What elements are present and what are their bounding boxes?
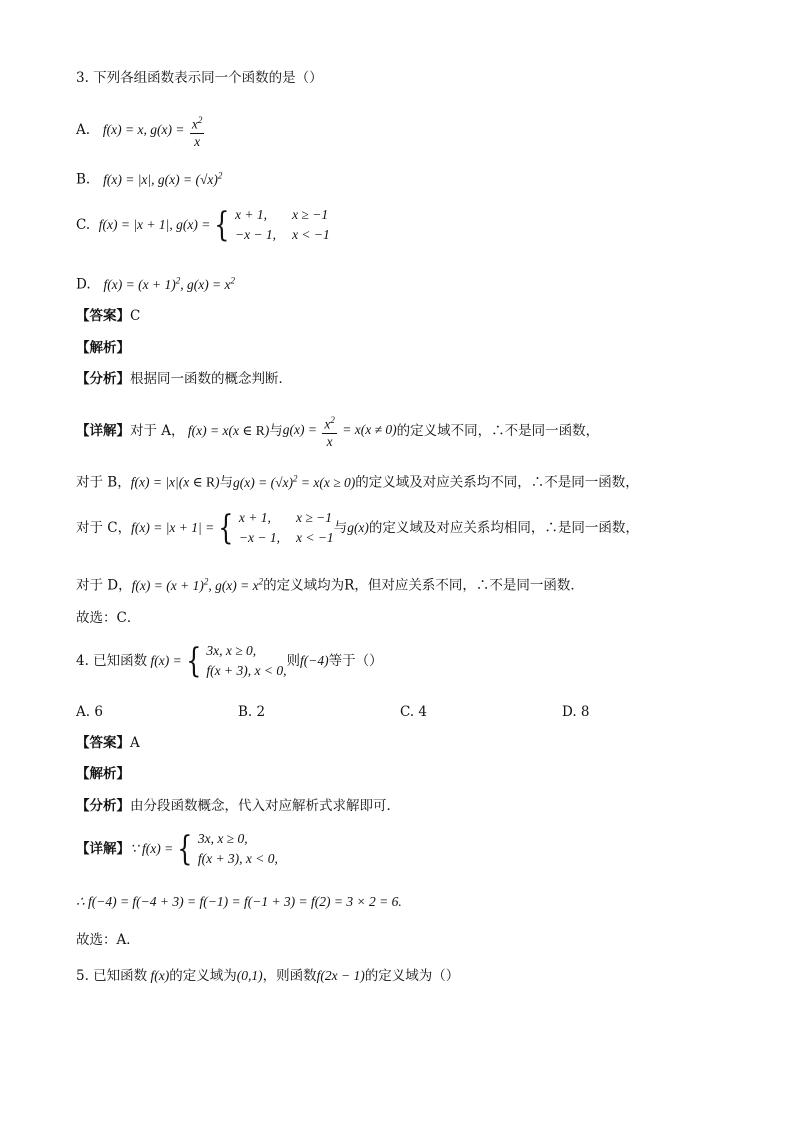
detail-b-pre: 对于 B， (76, 474, 131, 491)
q3-detail-c: 对于 C， f(x) = |x + 1| = { x + 1, x ≥ −1 −x − 1, x < −1 与 g(x) 的定义域及对应关系均相同，∴是同一函数， (76, 508, 639, 548)
detail-c-pre: 对于 C， (76, 520, 132, 536)
q3-fenxi (76, 369, 292, 389)
option-b-formula: f(x) = |x|, $g(x) = (√x)^2$ (103, 170, 223, 187)
detail-b-formula: f(x) = |x|(x ∈ R) (130, 474, 220, 490)
detail-c-formula: f(x) = |x + 1| = (131, 520, 215, 535)
detail-d-pre: 对于 D， (76, 577, 132, 594)
q4-stem-pre: 4. 已知函数 (76, 653, 148, 669)
q3-detail-a: 【详解】 对于 A， f(x) = x(x ∈ R) 与 g(x) = $\frac{x^2}{x}$ = x(x ≠ 0) 的定义域不同，∴不是同一函数， (76, 412, 599, 450)
q4-stem: 4. 已知函数 f(x) = { 3x, x ≥ 0, f(x + 3), x < 0, 则 f(−4) 等于（） (76, 641, 383, 681)
answer-value: A (130, 735, 140, 751)
q4-options (76, 702, 724, 722)
q3-analysis-tag: 【解析】 (76, 340, 130, 356)
q3-option-b (76, 165, 222, 190)
q5-stem-mid2: ，则函数 (262, 968, 317, 984)
option-d-formula: $f(x) = (x + 1)^2$, $g(x) = x^2$ (103, 275, 236, 292)
q4-stem-mid: 则 (286, 653, 300, 669)
fenxi-tag: 【分析】 (76, 798, 130, 814)
q4-detail: 【详解】 ∵ f(x) = { 3x, x ≥ 0, f(x + 3), x < 0, (76, 829, 278, 869)
detail-b-post: 的定义域及对应关系均不同，∴不是同一函数， (355, 474, 639, 491)
detail-d-post: ，但对应关系不同，∴不是同一函数． (354, 577, 584, 594)
q4-option-a: A. 6 (76, 704, 103, 720)
q3-stem: 3. 下列各组函数表示同一个函数的是（） (76, 70, 323, 86)
q3-option-c: C. f(x) = |x + 1|, g(x) = { x + 1, x ≥ −1 −x − 1, x < −1 (76, 205, 330, 245)
detail-tag: 【详解】 (76, 841, 130, 857)
fenxi-text: 根据同一函数的概念判断． (130, 371, 292, 387)
option-b-label: B. (76, 171, 91, 188)
q4-choice: 故选：A． (76, 932, 140, 948)
detail-c-post: 的定义域及对应关系均相同，∴是同一函数， (368, 520, 639, 536)
q5-stem-pre: 5. 已知函数 (76, 968, 148, 984)
detail-tag: 【详解】 (76, 422, 130, 439)
detail-a-post: 的定义域不同，∴不是同一函数， (396, 422, 600, 439)
q3-answer (76, 306, 140, 326)
q5-stem-post: 的定义域为（） (364, 968, 460, 984)
q3-option-d (76, 270, 235, 295)
q4-answer (76, 733, 140, 753)
detail-d-formula: $f(x) = (x + 1)^2$, $g(x) = x^2$ (131, 576, 264, 593)
q5-stem-mid1: 的定义域为 (169, 968, 237, 984)
q4-computation: ∴ f(−4) = f(−4 + 3) = f(−1) = f(−1 + 3) = f(2) = 3 × 2 = 6. (76, 894, 402, 909)
fenxi-tag: 【分析】 (76, 371, 130, 387)
option-c-label: C. (76, 217, 91, 233)
detail-a-pre: 对于 A， (130, 422, 185, 439)
q5-stem: 5. 已知函数 f(x)的定义域为(0,1)，则函数f(2x − 1)的定义域为（） (76, 968, 460, 984)
q4-option-c: C. 4 (400, 704, 428, 720)
q3-detail-d: 对于 D，$f(x) = (x + 1)^2$, $g(x) = x^2$的定义域均为R，但对应关系不同，∴不是同一函数． (76, 576, 584, 594)
q4-option-b: B. 2 (238, 704, 266, 720)
fenxi-text: 由分段函数概念，代入对应解析式求解即可． (130, 798, 400, 814)
q3-detail-b: 对于 B，f(x) = |x|(x ∈ R)与$g(x) = (√x)^2 = x(x \ge 0)$的定义域及对应关系均不同，∴不是同一函数， (76, 473, 639, 491)
option-d-label: D. (76, 276, 91, 293)
q4-option-d: D. 8 (562, 704, 590, 720)
q3-option-a (76, 112, 206, 150)
answer-tag: 【答案】 (76, 308, 130, 324)
answer-tag: 【答案】 (76, 735, 130, 751)
option-a-label: A. (76, 121, 91, 138)
answer-value: C (130, 308, 141, 324)
q4-fenxi (76, 796, 400, 816)
detail-d-mid: 的定义域均为 (263, 577, 345, 594)
q3-choice: 故选：C． (76, 610, 141, 626)
option-a-formula: f(x) = x, g(x) = $\frac{x^2}{x}$ (103, 122, 206, 137)
detail-a-formula: f(x) = x(x ∈ R) (184, 422, 270, 438)
option-c-formula: f(x) = |x + 1|, g(x) = (98, 217, 211, 232)
q4-analysis-tag: 【解析】 (76, 766, 130, 782)
q4-stem-post: 等于（） (328, 653, 383, 669)
